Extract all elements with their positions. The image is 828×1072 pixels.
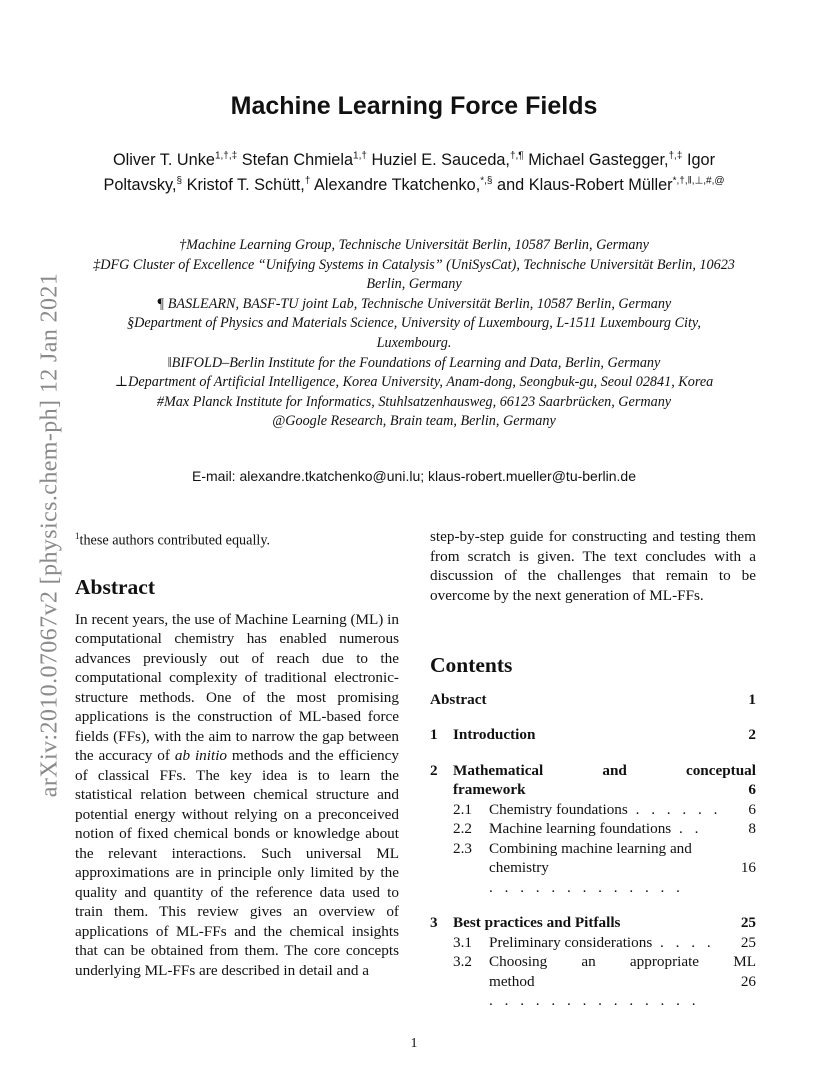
toc-number: 3	[430, 914, 438, 931]
footnote-mark: 1	[75, 531, 80, 541]
toc-number: 3.2	[453, 953, 472, 970]
toc-title-line: Mathematical and conceptual	[453, 761, 756, 779]
affiliation: §Department of Physics and Materials Science, University of Luxembourg, L-1511 Luxembourg City, Luxembourg.	[127, 315, 701, 351]
toc-number: 2.1	[453, 800, 472, 818]
toc-title: Best practices and Pitfalls	[453, 914, 621, 931]
author	[113, 151, 237, 169]
toc-title-line: Choosing an appropriate ML	[489, 953, 756, 970]
author-name: Stefan Chmiela	[241, 151, 354, 169]
toc-entry-best-practices[interactable]	[430, 913, 756, 933]
affiliation: @Google Research, Brain team, Berlin, Germany	[272, 413, 556, 430]
author-name: Oliver T. Unke	[112, 151, 215, 169]
toc-title-line	[489, 972, 730, 1011]
affiliation: ⊥Department of Artificial Intelligence, Korea University, Anam-dong, Seongbuk-gu, Seoul 02841, Korea	[114, 374, 714, 391]
author-name: Huziel E. Sauceda,	[371, 151, 510, 169]
author	[371, 151, 523, 169]
toc-page: 8	[748, 820, 756, 837]
author-affiliation-marks: 1,†	[353, 150, 367, 162]
toc-leader-dots: . . . .	[652, 933, 715, 951]
toc-title	[489, 933, 730, 953]
equal-contribution-footnote	[75, 527, 399, 551]
toc-leader-dots: . . . . . .	[627, 800, 722, 818]
toc-entry-chemistry-foundations[interactable]	[430, 800, 756, 820]
author-name: Michael Gastegger,	[528, 151, 669, 169]
contents-heading: Contents	[430, 653, 513, 677]
abstract-heading: Abstract	[75, 575, 156, 600]
toc-number: 3.1	[453, 933, 472, 951]
toc-number: 2.3	[453, 839, 472, 857]
toc-title-text: Machine learning foundations	[489, 820, 672, 837]
affiliation: ‡DFG Cluster of Excellence “Unifying Systems in Catalysis” (UniSysCat), Technische Universität Berlin, 10623 Berlin, Germany	[93, 256, 735, 293]
left-column	[75, 527, 399, 980]
toc-page: 2	[748, 726, 756, 743]
author	[187, 176, 311, 194]
author-name: Kristof T. Schütt,	[186, 176, 305, 194]
contact-email: E-mail: alexandre.tkatchenko@uni.lu; klaus-robert.mueller@tu-berlin.de	[192, 468, 636, 484]
author	[242, 151, 367, 169]
toc-page: 16	[740, 859, 756, 876]
toc-title-line: Combining machine learning and	[489, 839, 692, 857]
abstract-continuation: step-by-step guide for constructing and testing them from scratch is given. The text concludes with a discussion of the challenges that remain to be overcome by the next generation of ML-FFs.	[430, 528, 756, 604]
toc-entry-combining-ml-chemistry[interactable]	[430, 839, 756, 898]
toc-title-text: chemistry	[489, 859, 549, 876]
toc-title	[489, 819, 730, 839]
author	[314, 176, 492, 194]
affiliation: †Machine Learning Group, Technische Universität Berlin, 10587 Berlin, Germany	[179, 237, 649, 253]
toc-page: 26	[740, 972, 756, 990]
toc-entry-introduction[interactable]	[430, 725, 756, 745]
toc-title-line: framework	[453, 781, 526, 798]
page-number: 1	[410, 1036, 418, 1051]
author	[497, 176, 724, 194]
affiliation: #Max Planck Institute for Informatics, Stuhlsatzenhausweg, 66123 Saarbrücken, Germany	[156, 393, 672, 410]
author-affiliation-marks: *,§	[480, 175, 493, 187]
author-affiliation-marks: §	[176, 175, 183, 187]
author-affiliation-marks: *,†,‖,⊥,#,@	[672, 175, 725, 187]
abstract-text-part: methods and the efficiency of classical FFs. The key idea is to learn the statistical relation between chemical structure and potential energy without relying on a preconceived notion of fixed chemical bonds or knowledge about the relevant interactions. Such universal ML approximations are in principle only limited by the quality and quantity of the reference data used to train them. This review gives an overview of applications of ML-FFs and the chemical insights that can be obtained from them. The core concepts underlying ML-FFs are described in detail and a	[75, 747, 399, 979]
affiliation: ¶ BASLEARN, BASF-TU joint Lab, Technische Universität Berlin, 10587 Berlin, Germany	[156, 295, 672, 312]
toc-title: Abstract	[430, 690, 487, 708]
toc-leader-dots: . . . . . . . . . . . . .	[489, 878, 684, 896]
toc-title-text: method	[489, 972, 535, 990]
footnote-text: these authors contributed equally.	[79, 532, 271, 549]
toc-page: 6	[748, 800, 756, 818]
arxiv-stamp: arXiv:2010.07067v2 [physics.chem-ph] 12 Jan 2021	[36, 272, 63, 798]
abstract-italic-term: ab initio	[174, 747, 228, 765]
author-name: and Klaus-Robert Müller	[497, 176, 673, 194]
toc-number: 2	[430, 761, 438, 779]
toc-title: Introduction	[453, 726, 536, 743]
author-name: Igor Poltavsky,	[103, 151, 715, 194]
toc-leader-dots: . .	[671, 820, 703, 837]
author-list	[88, 148, 740, 198]
toc-number: 1	[430, 726, 438, 743]
toc-title	[489, 800, 730, 820]
right-column	[430, 527, 756, 1011]
toc-title-line	[489, 858, 730, 897]
toc-entry-preliminary-considerations[interactable]	[430, 933, 756, 953]
affiliation: ‖BIFOLD–Berlin Institute for the Foundations of Learning and Data, Berlin, Germany	[167, 354, 661, 371]
toc-page: 25	[740, 933, 756, 951]
author	[528, 151, 682, 169]
abstract-text	[75, 610, 399, 981]
toc-entry-abstract[interactable]	[430, 690, 756, 710]
author-affiliation-marks: 1,†,‡	[214, 150, 238, 162]
toc-title-text: Preliminary considerations	[489, 933, 653, 951]
toc-title-text: Chemistry foundations	[489, 800, 628, 818]
abstract-text-part: In recent years, the use of Machine Learning (ML) in computational chemistry has enabled numerous advances previously out of reach due to the computational complexity of traditional electronic-structure methods. One of the most promising applications is the construction of ML-based force fields (FFs), with the aim to narrow the gap between the accuracy of	[75, 610, 399, 765]
author-name: Alexandre Tkatchenko,	[314, 176, 481, 194]
toc-entry-mathematical-framework[interactable]	[430, 761, 756, 800]
toc-leader-dots: . . . . . . . . . . . . . .	[489, 992, 700, 1009]
toc-entry-choosing-ml-method[interactable]	[430, 952, 756, 1011]
toc-entry-ml-foundations[interactable]	[430, 819, 756, 839]
author-affiliation-marks: †	[304, 175, 311, 187]
toc-page: 6	[748, 781, 756, 798]
author-affiliation-marks: †,‡	[668, 150, 683, 162]
affiliation-list	[88, 236, 740, 432]
toc-number: 2.2	[453, 820, 472, 837]
paper-title: Machine Learning Force Fields	[230, 92, 598, 120]
toc-page: 25	[740, 914, 756, 931]
author-affiliation-marks: †,¶	[509, 150, 524, 162]
toc-page: 1	[748, 690, 756, 708]
